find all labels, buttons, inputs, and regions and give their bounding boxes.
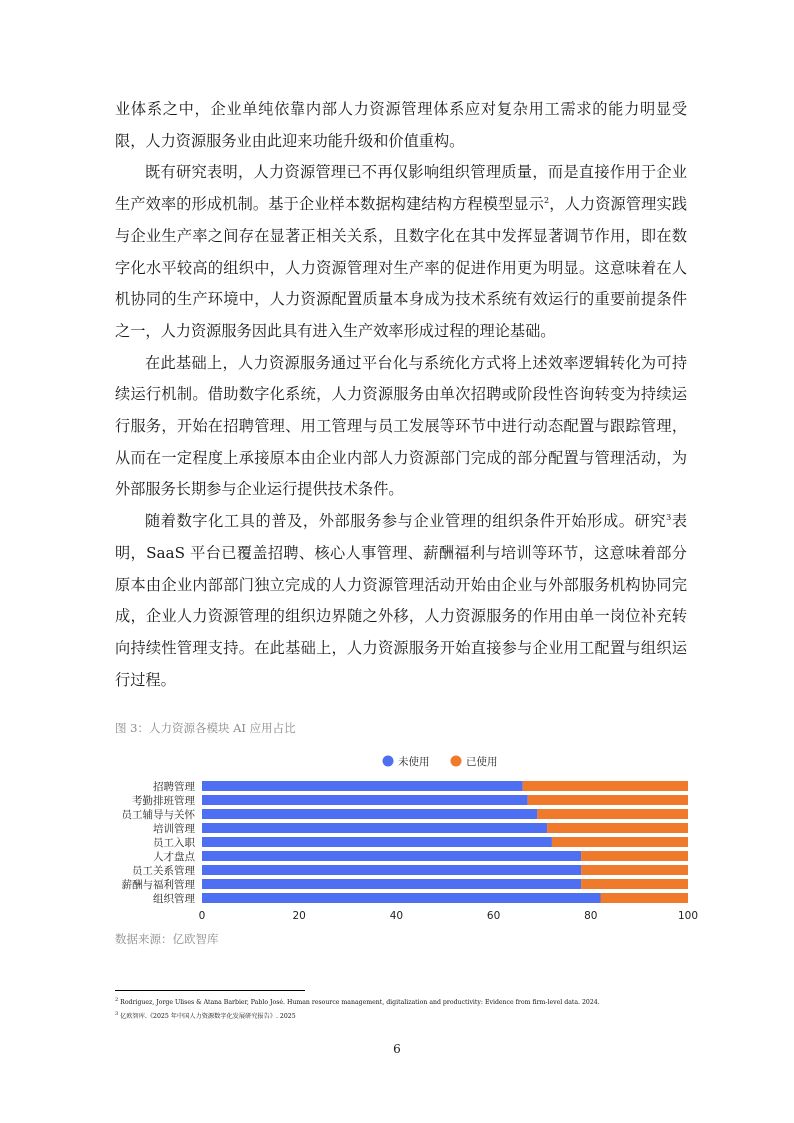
bar-used-8 — [581, 879, 688, 889]
paragraph-2-part-1: 既有研究表明，人力资源管理已不再仅影响组织管理质量，而是直接作用于企业生产效率的形成机制。基于企业样本数据构建结构方程模型显示 — [115, 163, 687, 214]
category-label-4: 培训管理 — [153, 822, 195, 835]
bar-unused-6 — [202, 851, 581, 861]
bar-unused-5 — [202, 837, 552, 847]
bar-used-9 — [601, 893, 688, 903]
x-tick-label-80: 80 — [584, 910, 598, 920]
x-tick-label-0: 0 — [198, 910, 206, 920]
category-label-7: 员工关系管理 — [132, 864, 195, 877]
footnote-ref-3[interactable]: 3 — [666, 513, 672, 523]
footnote-2 — [115, 996, 695, 1010]
paragraph-2 — [115, 157, 687, 347]
x-tick-label-60: 60 — [486, 910, 501, 920]
x-tick-label-20: 20 — [292, 910, 306, 920]
paragraph-4 — [115, 506, 687, 696]
bar-unused-1 — [202, 781, 523, 791]
x-tick-label-100: 100 — [677, 910, 699, 920]
legend-marker-2 — [451, 756, 462, 767]
paragraph-4-part-1: 随着数字化工具的普及，外部服务参与企业管理的组织条件开始形成。研究 — [145, 512, 667, 531]
bar-used-2 — [528, 795, 688, 805]
bar-used-7 — [581, 865, 688, 875]
bar-unused-9 — [202, 893, 601, 903]
x-tick-label-40: 40 — [389, 910, 404, 920]
paragraph-3: 在此基础上，人力资源服务通过平台化与系统化方式将上述效率逻辑转化为可持续运行机制。借助数字化系统，人力资源服务由单次招聘或阶段性咨询转变为持续运行服务，开始在招聘管理、用工管理与员工发展等环节中进行动态配置与跟踪管理，从而在一定程度上承接原本由企业内部人力资源部门完成的部分配置与管理活动，为外部服务长期参与企业运行提供技术条件。 — [115, 353, 687, 499]
footnote-text: Rodriguez, Jorge Ulises & Atana Barbier, Pablo José. Human resource management, digitalization and productivity: Evidence from firm-level data. 2024. — [120, 999, 600, 1006]
paragraph-2-part-2: ，人力资源管理实践与企业生产率之间存在显著正相关关系，且数字化在其中发挥显著调节作用，即在数字化水平较高的组织中，人力资源管理对生产率的促进作用更为明显。这意味着在人机协同的生产环境中，人力资源配置质量本身成为技术系统有效运行的重要前提条件之一，人力资源服务因此具有进入生产效率形成过程的理论基础。 — [115, 195, 688, 340]
legend-label-1: 未使用 — [398, 756, 430, 768]
body-text — [115, 94, 687, 696]
bar-used-1 — [523, 781, 688, 791]
footnote-ref-2[interactable]: 2 — [544, 196, 550, 206]
footnote-number: 2 — [115, 996, 119, 1003]
footnote-rule — [115, 990, 305, 991]
paragraph-1: 业体系之中，企业单纯依靠内部人力资源管理体系应对复杂用工需求的能力明显受限，人力资源服务业由此迎来功能升级和价值重构。 — [115, 100, 687, 150]
bar-used-5 — [552, 837, 688, 847]
footnote-3 — [115, 1010, 695, 1024]
bar-used-4 — [547, 823, 688, 833]
category-label-3: 员工辅导与关怀 — [121, 808, 195, 821]
bar-unused-4 — [202, 823, 547, 833]
figure-caption: 图 3：人力资源各模块 AI 应用占比 — [115, 721, 296, 735]
category-label-1: 招聘管理 — [153, 780, 195, 793]
paragraph-4-part-2: 表明，SaaS 平台已覆盖招聘、核心人事管理、薪酬福利与培训等环节，这意味着部分原本由企业内部部门独立完成的人力资源管理活动开始由企业与外部服务机构协同完成，企业人力资源管理的组织边界随之外移，人力资源服务的作用由单一岗位补充转向持续性管理支持。在此基础上，人力资源服务开始直接参与企业用工配置与组织运行过程。 — [115, 512, 688, 689]
legend-marker-1 — [383, 756, 394, 767]
category-label-6: 人才盘点 — [153, 850, 195, 863]
category-label-2: 考勤排班管理 — [132, 794, 195, 807]
bar-unused-2 — [202, 795, 528, 805]
legend-label-2: 已使用 — [466, 756, 498, 768]
stacked-bar-chart — [100, 748, 700, 920]
bar-used-6 — [581, 851, 688, 861]
bar-unused-3 — [202, 809, 537, 819]
category-label-8: 薪酬与福利管理 — [121, 878, 195, 891]
footnote-text: 亿欧智库.《2025 年中国人力资源数字化发展研究报告》. 2025 — [120, 1013, 296, 1020]
category-label-9: 组织管理 — [153, 892, 195, 905]
bar-unused-7 — [202, 865, 581, 875]
chart-canvas — [100, 748, 700, 920]
category-label-5: 员工入职 — [153, 836, 195, 849]
figure-source: 数据来源：亿欧智库 — [115, 932, 219, 946]
bar-unused-8 — [202, 879, 581, 889]
page-number: 6 — [393, 1042, 401, 1056]
bar-used-3 — [537, 809, 688, 819]
footnote-number: 3 — [115, 1010, 119, 1017]
footnotes — [115, 996, 695, 1024]
